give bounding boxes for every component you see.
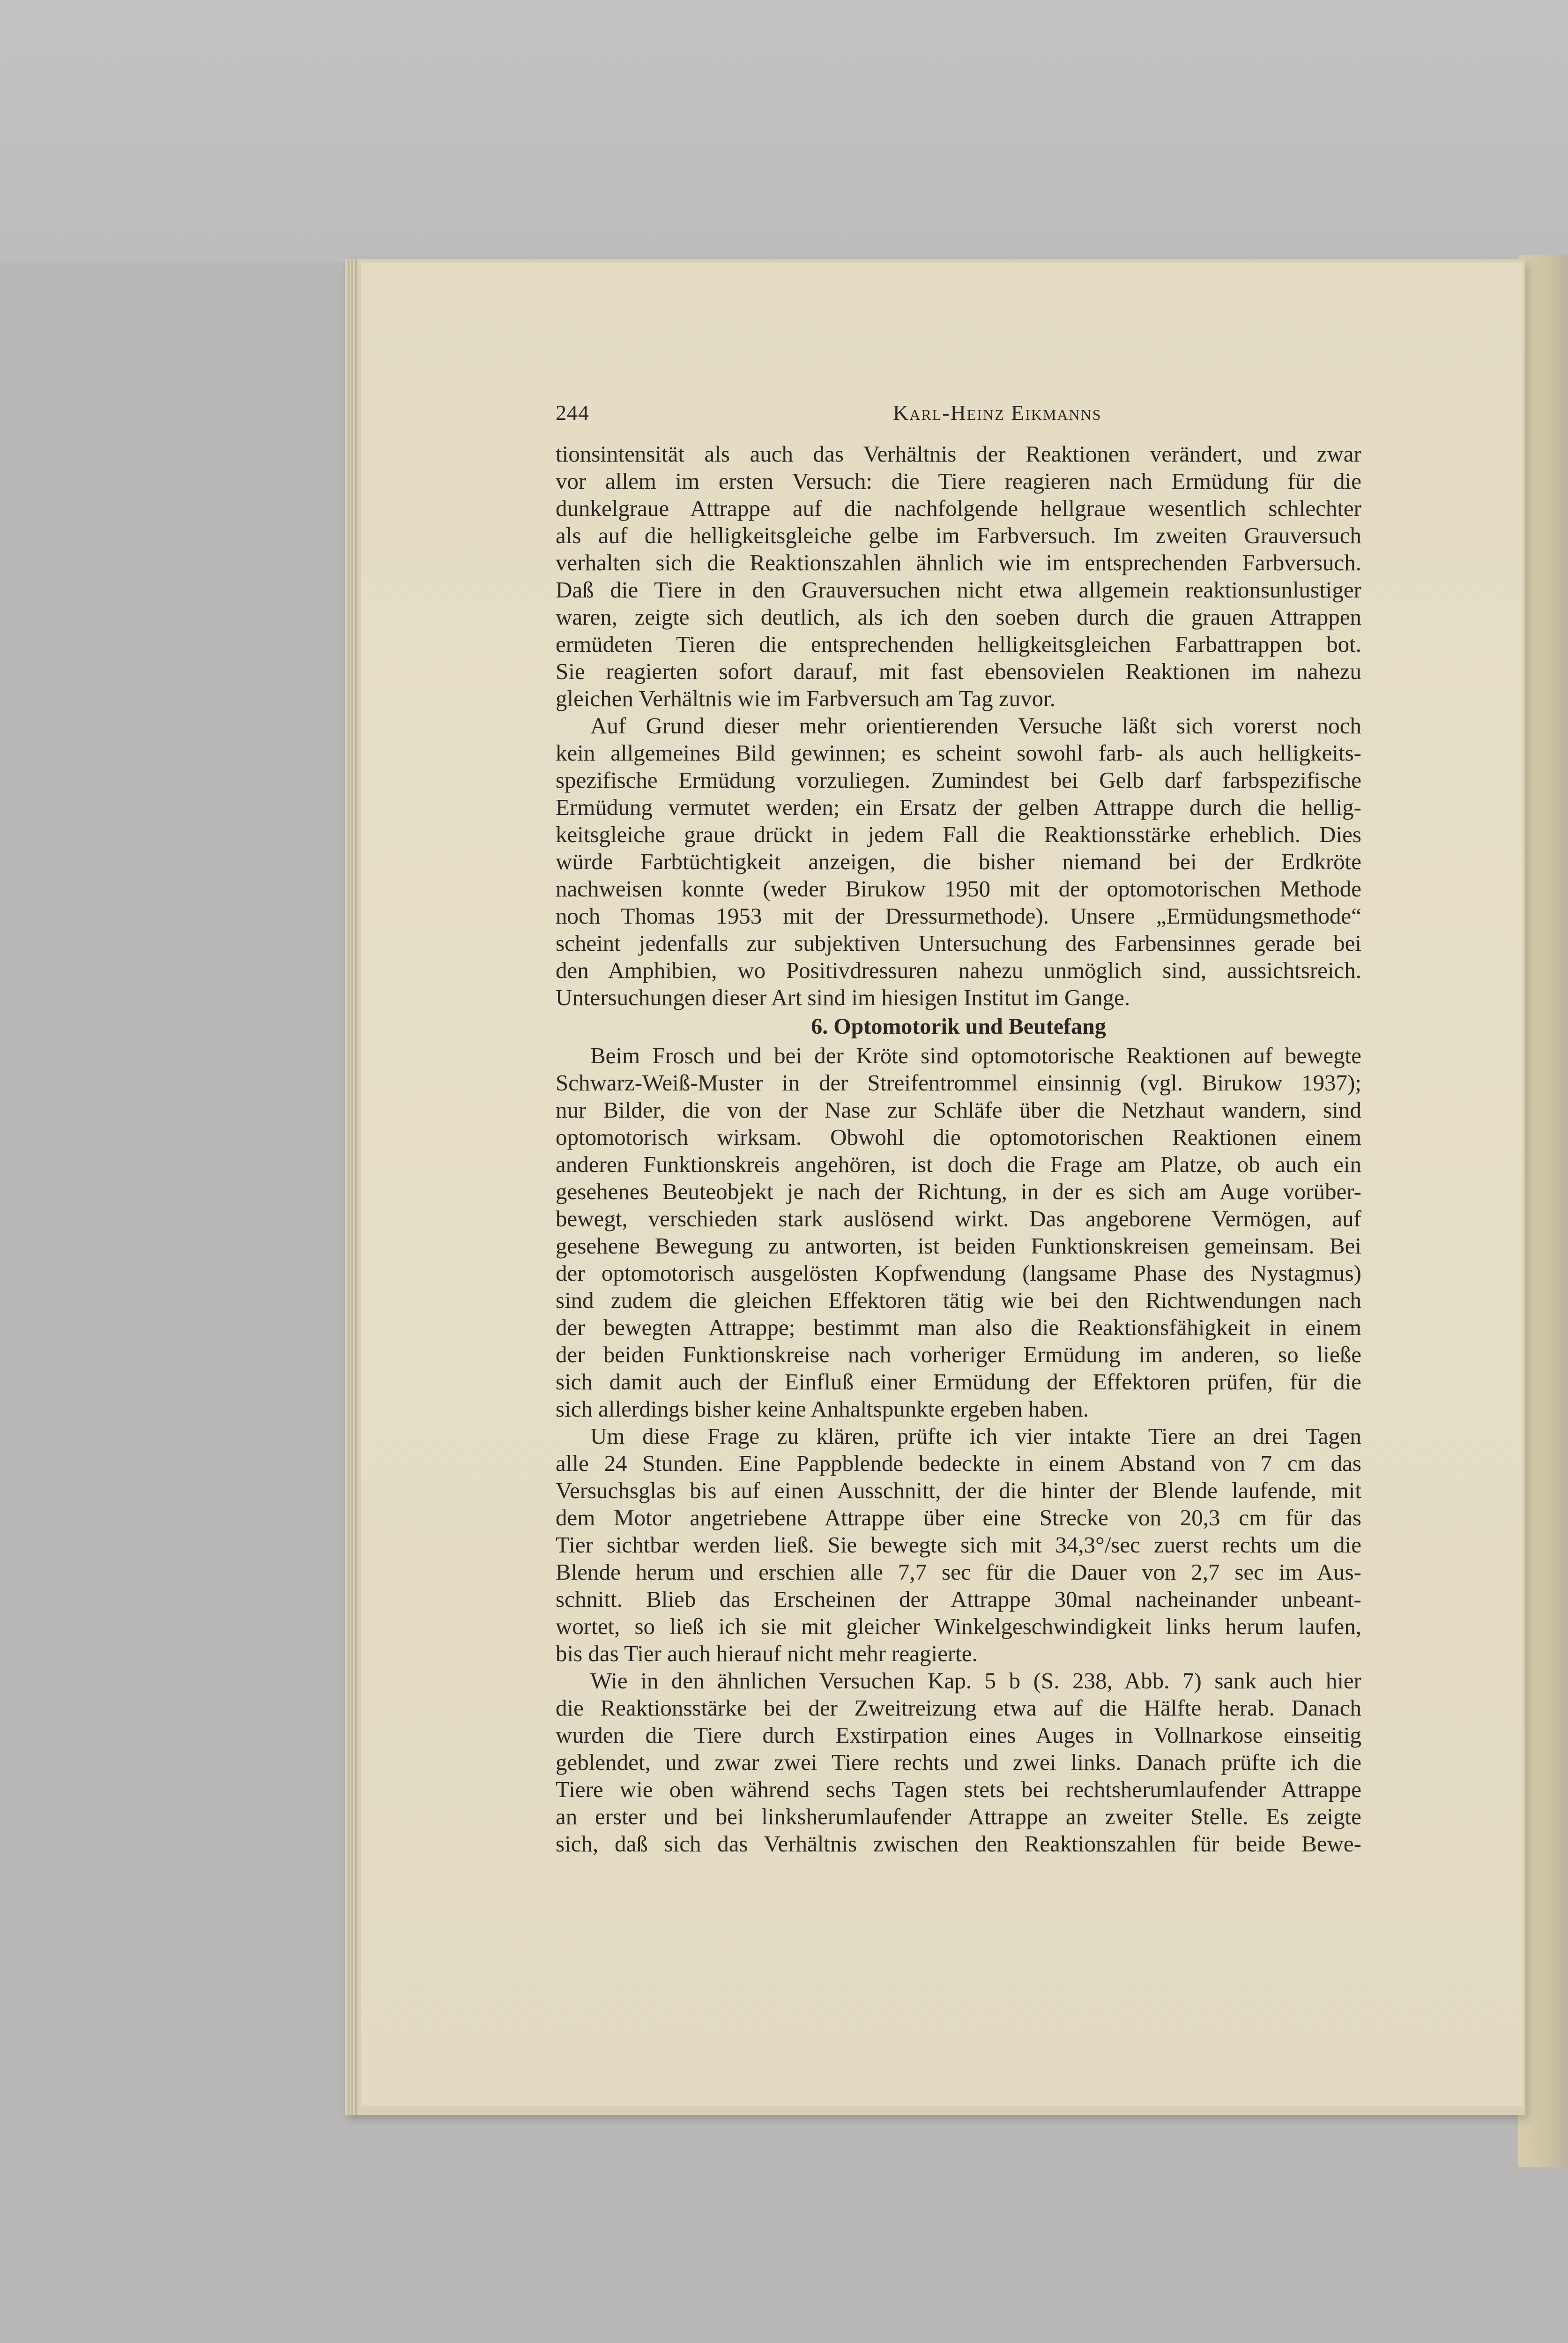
text-line: sich damit auch der Einfluß einer Ermüdung der Effektoren prüfen, für die: [556, 1369, 1361, 1395]
text-line: bewegt, verschieden stark auslösend wirkt. Das angeborene Vermögen, auf: [556, 1206, 1361, 1231]
text-line: waren, zeigte sich deutlich, als ich den soeben durch die grauen Attrappen: [556, 604, 1361, 630]
text-line: würde Farbtüchtigkeit anzeigen, die bisher niemand bei der Erdkröte: [556, 849, 1361, 874]
text-line: Untersuchungen dieser Art sind im hiesigen Institut im Gange.: [556, 985, 1130, 1010]
text-line: Sie reagierten sofort darauf, mit fast ebensovielen Reaktionen im nahezu: [556, 658, 1361, 684]
text-line: wurden die Tiere durch Exstirpation eines Auges in Vollnarkose einseitig: [556, 1722, 1361, 1748]
text-line: noch Thomas 1953 mit der Dressurmethode). Unsere „Ermüdungsmethode“: [556, 903, 1361, 929]
text-line: dunkelgraue Attrappe auf die nachfolgende hellgraue wesentlich schlechter: [556, 495, 1361, 521]
section-heading: 6. Optomotorik und Beutefang: [811, 1014, 1106, 1039]
text-line: keitsgleiche graue drückt in jedem Fall die Reaktionsstärke erheblich. Dies: [556, 821, 1361, 847]
text-line: Ermüdung vermutet werden; ein Ersatz der gelben Attrappe durch die hellig-: [556, 794, 1361, 820]
text-line: schnitt. Blieb das Erscheinen der Attrappe 30mal nacheinander unbeant-: [556, 1586, 1361, 1612]
text-line: gesehene Bewegung zu antworten, ist beiden Funktionskreisen gemeinsam. Bei: [556, 1233, 1361, 1259]
text-line: kein allgemeines Bild gewinnen; es scheint sowohl farb- als auch helligkeits-: [556, 740, 1361, 766]
text-line: optomotorisch wirksam. Obwohl die optomotorischen Reaktionen einem: [556, 1124, 1361, 1150]
text-line: der bewegten Attrappe; bestimmt man also die Reaktionsfähigkeit in einem: [556, 1314, 1361, 1340]
text-line: bis das Tier auch hierauf nicht mehr reagierte.: [556, 1641, 978, 1666]
text-line: Wie in den ähnlichen Versuchen Kap. 5 b (S. 238, Abb. 7) sank auch hier: [590, 1668, 1361, 1694]
page-header: [556, 400, 1361, 433]
text-line: alle 24 Stunden. Eine Pappblende bedeckte in einem Abstand von 7 cm das: [556, 1450, 1361, 1476]
page-edge-line: [348, 259, 349, 2115]
text-line: als auf die helligkeitsgleiche gelbe im Farbversuch. Im zweiten Grauversuch: [556, 522, 1361, 548]
text-line: an erster und bei linksherumlaufender Attrappe an zweiter Stelle. Es zeigte: [556, 1804, 1361, 1829]
text-line: ermüdeten Tieren die entsprechenden helligkeitsgleichen Farbattrappen bot.: [556, 631, 1361, 657]
text-line: die Reaktionsstärke bei der Zweitreizung etwa auf die Hälfte herab. Danach: [556, 1695, 1361, 1721]
page-edge-line: [355, 259, 357, 2115]
text-line: gleichen Verhältnis wie im Farbversuch am Tag zuvor.: [556, 686, 1056, 711]
text-line: nachweisen konnte (weder Birukow 1950 mit der optomotorischen Methode: [556, 876, 1361, 902]
text-line: Tiere wie oben während sechs Tagen stets bei rechtsherumlaufender Attrappe: [556, 1776, 1361, 1802]
text-line: tionsintensität als auch das Verhältnis der Reaktionen verändert, und zwar: [556, 441, 1361, 467]
page-edge-line: [351, 259, 353, 2115]
text-line: Um diese Frage zu klären, prüfte ich vier intakte Tiere an drei Tagen: [590, 1423, 1361, 1449]
text-line: der beiden Funktionskreise nach vorheriger Ermüdung im anderen, so ließe: [556, 1342, 1361, 1367]
text-line: verhalten sich die Reaktionszahlen ähnlich wie im entsprechenden Farbversuch.: [556, 550, 1361, 575]
text-line: dem Motor angetriebene Attrappe über eine Strecke von 20,3 cm für das: [556, 1505, 1361, 1530]
running-head: Karl-Heinz Eikmanns: [893, 401, 1102, 425]
text-line: Beim Frosch und bei der Kröte sind optomotorische Reaktionen auf bewegte: [590, 1043, 1361, 1068]
text-line: anderen Funktionskreis angehören, ist doch die Frage am Platze, ob auch ein: [556, 1151, 1361, 1177]
text-line: sich allerdings bisher keine Anhaltspunkte ergeben haben.: [556, 1396, 1089, 1422]
book-page: [361, 262, 1523, 2106]
text-line: gesehenes Beuteobjekt je nach der Richtung, in der es sich am Auge vorüber-: [556, 1179, 1361, 1204]
text-line: Auf Grund dieser mehr orientierenden Versuche läßt sich vorerst noch: [590, 713, 1361, 739]
text-line: spezifische Ermüdung vorzuliegen. Zumindest bei Gelb darf farbspezifische: [556, 767, 1361, 793]
text-line: wortet, so ließ ich sie mit gleicher Winkelgeschwindigkeit links herum laufen,: [556, 1613, 1361, 1639]
text-line: nur Bilder, die von der Nase zur Schläfe über die Netzhaut wandern, sind: [556, 1097, 1361, 1123]
scan-background: [0, 0, 1568, 262]
page-number: 244: [556, 401, 589, 425]
text-line: Versuchsglas bis auf einen Ausschnitt, der die hinter der Blende laufende, mit: [556, 1477, 1361, 1503]
text-line: scheint jedenfalls zur subjektiven Untersuchung des Farbensinnes gerade bei: [556, 930, 1361, 956]
text-line: Blende herum und erschien alle 7,7 sec für die Dauer von 2,7 sec im Aus-: [556, 1559, 1361, 1585]
text-line: sind zudem die gleichen Effektoren tätig wie bei den Richtwendungen nach: [556, 1287, 1361, 1313]
facing-page-edge: [1518, 255, 1568, 2167]
text-line: Schwarz-Weiß-Muster in der Streifentrommel einsinnig (vgl. Birukow 1937);: [556, 1070, 1361, 1096]
text-line: vor allem im ersten Versuch: die Tiere reagieren nach Ermüdung für die: [556, 468, 1361, 494]
text-line: geblendet, und zwar zwei Tiere rechts und zwei links. Danach prüfte ich die: [556, 1749, 1361, 1775]
text-line: der optomotorisch ausgelösten Kopfwendung (langsame Phase des Nystagmus): [556, 1260, 1361, 1286]
body-text: [556, 440, 1361, 1858]
text-line: Tier sichtbar werden ließ. Sie bewegte sich mit 34,3°/sec zuerst rechts um die: [556, 1532, 1361, 1558]
text-line: sich, daß sich das Verhältnis zwischen den Reaktionszahlen für beide Bewe-: [556, 1831, 1361, 1857]
text-line: den Amphibien, wo Positivdressuren nahezu unmöglich sind, aussichtsreich.: [556, 957, 1361, 983]
text-line: Daß die Tiere in den Grauversuchen nicht etwa allgemein reaktionsunlustiger: [556, 577, 1361, 603]
